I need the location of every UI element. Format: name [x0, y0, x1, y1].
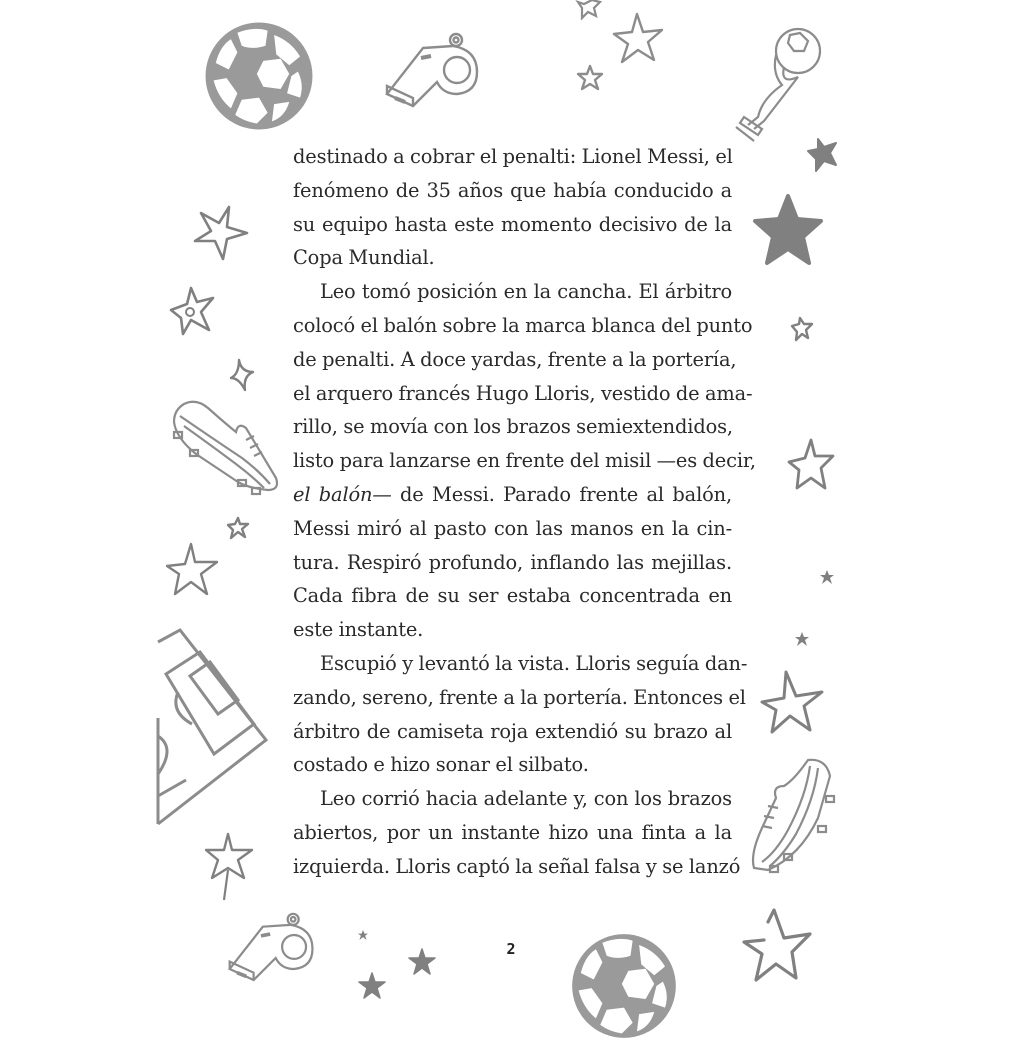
- soccer-field-icon: [158, 628, 270, 824]
- soccer-cleat-icon: [172, 398, 280, 496]
- paragraph: [293, 140, 732, 275]
- text-line: costado e hizo sonar el silbato.: [293, 753, 589, 777]
- text-line: destinado a cobrar el penalti: Lionel Messi, el: [293, 145, 733, 168]
- text-line: Escupió y levantó la vista. Lloris seguía dan-: [320, 651, 748, 675]
- text-line: este instante.: [293, 618, 424, 642]
- star-outline-icon: [574, 0, 604, 20]
- star-filled-icon: [358, 972, 386, 1000]
- text-line: [293, 478, 732, 512]
- star-filled-icon: [806, 137, 840, 173]
- star-outline-icon: [760, 670, 826, 734]
- star-outline-icon: [576, 64, 604, 92]
- text-line: izquierda. Lloris captó la señal falsa y se lanzó: [293, 854, 741, 878]
- star-filled-icon: [358, 930, 368, 940]
- text-line: listo para lanzarse en frente del misil —es decir,: [293, 449, 756, 473]
- whistle-icon: [383, 30, 483, 108]
- soccer-ball-icon: [205, 22, 313, 130]
- text-fragment: de Messi. Parado frente al balón,: [391, 482, 732, 506]
- text-line: árbitro de camiseta roja extendió su brazo al: [293, 719, 732, 743]
- text-line: tura. Respiró profundo, inflando las mejillas.: [293, 550, 732, 574]
- paragraph: [293, 782, 741, 883]
- world-cup-trophy-icon: [718, 25, 822, 141]
- star-outline-icon: [165, 542, 219, 596]
- text-line: Messi miró al pasto con las manos en la cin-: [293, 516, 732, 540]
- body-text: [293, 140, 756, 884]
- text-line: abiertos, por un instante hizo una finta a la: [293, 820, 732, 844]
- star-outline-icon: [787, 438, 835, 490]
- star-filled-icon: [795, 632, 809, 646]
- text-line: Cada fibra de su ser estaba concentrada en: [293, 584, 732, 608]
- star-outline-icon: [790, 316, 814, 342]
- paragraph: [293, 275, 756, 647]
- text-line: de penalti. A doce yardas, frente a la portería,: [293, 347, 737, 371]
- star-outline-icon: [169, 286, 215, 336]
- star-outline-icon: [738, 906, 814, 984]
- text-line: zando, sereno, frente a la portería. Entonces el: [293, 685, 746, 709]
- star-outline-icon: [612, 12, 664, 64]
- star-filled-icon: [751, 193, 825, 267]
- text-line: colocó el balón sobre la marca blanca del punto: [293, 313, 753, 337]
- paragraph: [293, 647, 748, 782]
- text-line: su equipo hasta este momento decisivo de la: [293, 212, 732, 236]
- text-line: rillo, se movía con los brazos semiextendidos,: [293, 415, 733, 439]
- sparkle-icon: [229, 358, 255, 392]
- text-line: Leo tomó posición en la cancha. El árbitro: [320, 280, 732, 304]
- text-line: Copa Mundial.: [293, 246, 435, 270]
- star-filled-icon: [820, 570, 834, 584]
- text-line: fenómeno de 35 años que había conducido a: [293, 178, 732, 202]
- italic-text: el balón—: [293, 482, 392, 506]
- star-outline-icon: [193, 205, 251, 263]
- text-line: Leo corrió hacia adelante y, con los brazos: [320, 787, 732, 811]
- star-wand-icon: [204, 832, 254, 902]
- star-outline-icon: [226, 516, 250, 540]
- star-filled-icon: [408, 948, 436, 976]
- page-number: 2: [506, 940, 516, 958]
- soccer-cleat-icon: [748, 756, 836, 874]
- text-line: el arquero francés Hugo Lloris, vestido de ama-: [293, 381, 753, 405]
- whistle-icon: [226, 910, 318, 982]
